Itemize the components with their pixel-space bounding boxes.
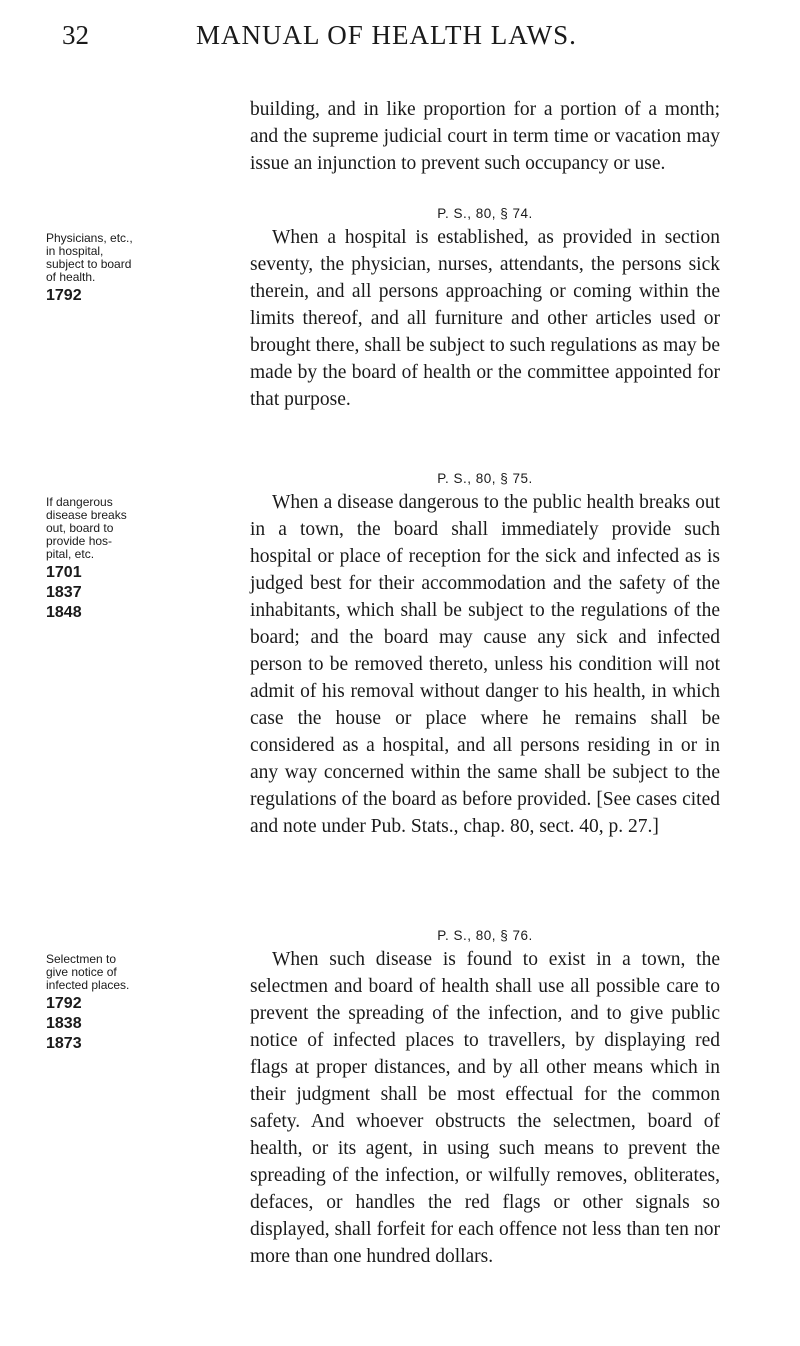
section-75-text: When a disease dangerous to the public health breaks out in a town, the board shall immediately provide such hospital or place of reception for the sick and infected as is judged best for their accommodation and the safety of the inhabitants, which shall be subject to the regulations of the board; and the board may cause any sick and infected person to be removed thereto, unless his condition will not admit of his removal without danger to his health, in which case the house or place where he remains shall be considered as a hospital, and all persons residing in or in any way concerned within the same shall be subject to the regulations of the board as before provided. [See cases cited and note under Pub. Stats., chap. 80, sect. 40, p. 27.] [250,492,720,837]
margin-note-line: give notice of [46,965,117,979]
margin-year: 1701 [46,564,82,581]
section-74-text: When a hospital is established, as provided in section seventy, the physician, nurses, attendants, the persons sick therein, and all persons approaching or coming within the limits thereof, and all furniture and other articles used or brought there, shall be subject to such regulations as may be made by the board of health or the committee appointed for that purpose. [250,227,720,410]
section-74-body [250,224,720,413]
continuation-text: building, and in like proportion for a portion of a month; and the supreme judicial court in term time or vacation may issue an injunction to prevent such occupancy or use. [250,99,720,174]
margin-note-75 [46,496,246,623]
margin-note-76 [46,953,246,1054]
section-76-text: When such disease is found to exist in a town, the selectmen and board of health shall use all possible care to prevent the spreading of the infection, and to give public notice of infected places to travellers, by displaying red flags at proper distances, and by all other means which in their judgment shall be most effectual for the common safety. And whoever obstructs the selectmen, board of health, or its agent, in using such means to prevent the spreading of the infection, or wilfully removes, obliterates, defaces, or handles the red flags or other signals so displayed, shall forfeit for each offence not less than ten nor more than one hundred dollars. [250,949,720,1267]
margin-note-line: in hospital, [46,244,104,258]
margin-year: 1792 [46,287,82,304]
section-reference-75: P. S., 80, § 75. [437,471,533,486]
section-reference-74: P. S., 80, § 74. [437,206,533,221]
margin-note-74 [46,232,246,306]
margin-year: 1792 [46,995,82,1012]
section-reference-76: P. S., 80, § 76. [437,928,533,943]
margin-note-line: out, board to [46,521,114,535]
margin-year: 1838 [46,1015,82,1032]
margin-year: 1837 [46,584,82,601]
margin-note-line: subject to board [46,257,132,271]
margin-note-line: If dangerous [46,495,113,509]
margin-note-line: infected places. [46,978,130,992]
page-header [0,20,800,56]
margin-note-line: Physicians, etc., [46,231,133,245]
section-76-body [250,946,720,1270]
margin-note-line: disease breaks [46,508,127,522]
section-75-body [250,489,720,840]
margin-note-line: of health. [46,270,96,284]
running-title: MANUAL OF HEALTH LAWS. [196,20,577,50]
margin-note-line: Selectmen to [46,952,117,966]
page-number: 32 [62,20,89,50]
margin-year: 1848 [46,604,82,621]
continuation-paragraph [250,96,720,177]
margin-year: 1873 [46,1035,82,1052]
margin-note-line: pital, etc. [46,547,95,561]
margin-note-line: provide hos- [46,534,113,548]
